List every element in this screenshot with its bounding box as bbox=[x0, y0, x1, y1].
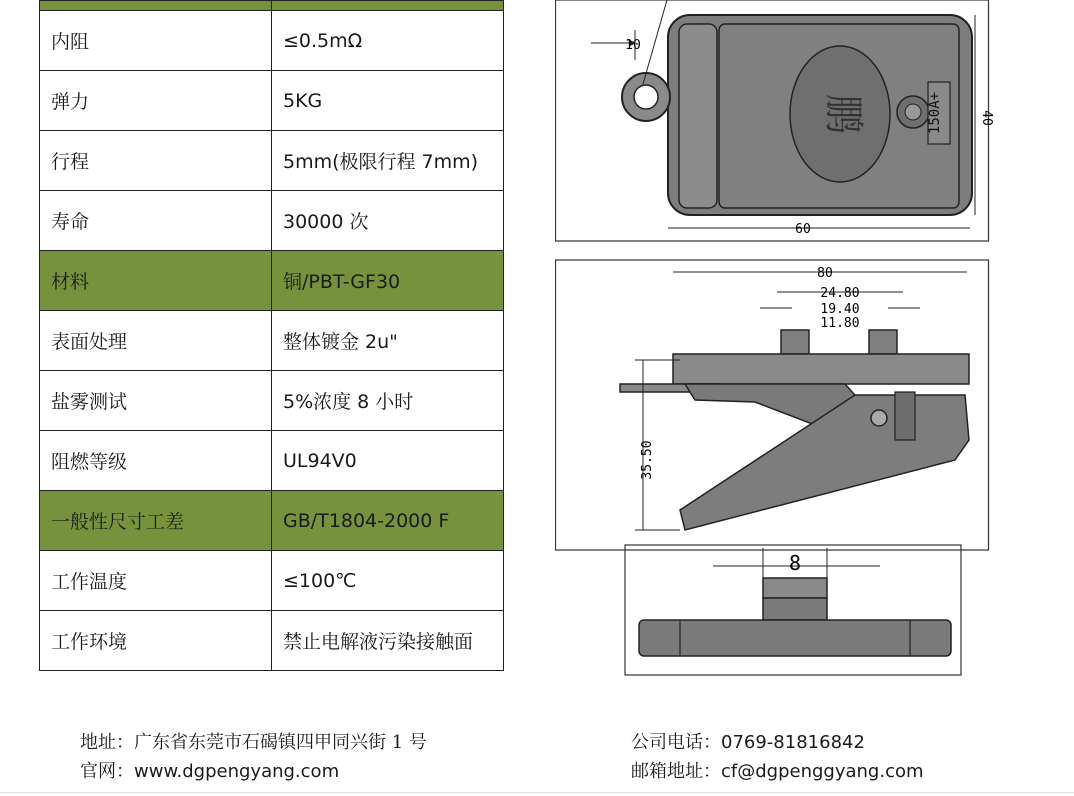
spec-table bbox=[39, 0, 504, 671]
footer-email bbox=[631, 757, 924, 783]
spec-value: 整体镀金 2u" bbox=[272, 311, 504, 371]
spec-key: 一般性尺寸工差 bbox=[40, 491, 272, 551]
spec-key: 行程 bbox=[40, 131, 272, 191]
spec-key: 寿命 bbox=[40, 191, 272, 251]
spec-row bbox=[40, 611, 504, 671]
spec-row bbox=[40, 371, 504, 431]
spec-key: 材料 bbox=[40, 251, 272, 311]
spec-key: 盐雾测试 bbox=[40, 371, 272, 431]
spec-key: 阻燃等级 bbox=[40, 431, 272, 491]
dim-24: 24.80 bbox=[820, 286, 860, 301]
dim-19: 19.40 bbox=[820, 302, 860, 317]
svg-text:鹏: 鹏 bbox=[820, 94, 866, 134]
spec-row bbox=[40, 11, 504, 71]
spec-key: 弹力 bbox=[40, 71, 272, 131]
dim-tab: 10 bbox=[625, 38, 641, 53]
spec-key: 工作环境 bbox=[40, 611, 272, 671]
address-label: 地址： bbox=[80, 732, 134, 753]
footer-phone bbox=[631, 728, 865, 754]
spec-value: GB/T1804-2000 F bbox=[272, 491, 504, 551]
page-bottom-divider bbox=[0, 792, 1074, 793]
dim-height: 40 bbox=[979, 110, 994, 126]
address-value: 广东省东莞市石碣镇四甲同兴街 1 号 bbox=[134, 732, 427, 753]
spec-value: 30000 次 bbox=[272, 191, 504, 251]
spec-row bbox=[40, 251, 504, 311]
spec-row bbox=[40, 551, 504, 611]
spec-key: 内阻 bbox=[40, 11, 272, 71]
spec-value: ≤100℃ bbox=[272, 551, 504, 611]
dim-8: 8 bbox=[788, 551, 802, 575]
spec-value: 铜/PBT-GF30 bbox=[272, 251, 504, 311]
technical-drawing bbox=[555, 0, 995, 680]
dim-width: 60 bbox=[795, 222, 811, 237]
email-link[interactable]: cf@dgpenggyang.com bbox=[721, 761, 924, 782]
spec-value: UL94V0 bbox=[272, 431, 504, 491]
email-label: 邮箱地址： bbox=[631, 761, 721, 782]
phone-value: 0769-81816842 bbox=[721, 732, 865, 753]
spec-row bbox=[40, 311, 504, 371]
footer-address bbox=[80, 728, 427, 754]
spec-row bbox=[40, 131, 504, 191]
spec-key: 表面处理 bbox=[40, 311, 272, 371]
footer-website bbox=[80, 757, 339, 783]
spec-key: 工作温度 bbox=[40, 551, 272, 611]
phone-label: 公司电话： bbox=[631, 732, 721, 753]
spec-row bbox=[40, 71, 504, 131]
dim-11: 11.80 bbox=[820, 316, 860, 331]
rating-label: 150A+ bbox=[927, 91, 943, 135]
spec-value: 禁止电解液污染接触面 bbox=[272, 611, 504, 671]
spec-row bbox=[40, 191, 504, 251]
dim-35: 35.50 bbox=[640, 440, 655, 480]
dim-80: 80 bbox=[817, 266, 833, 281]
side-view bbox=[556, 260, 989, 550]
spec-row bbox=[40, 491, 504, 551]
spec-value: 5KG bbox=[272, 71, 504, 131]
spec-row bbox=[40, 431, 504, 491]
website-link[interactable]: www.dgpengyang.com bbox=[134, 761, 340, 782]
spec-value: 5%浓度 8 小时 bbox=[272, 371, 504, 431]
website-label: 官网： bbox=[80, 761, 134, 782]
end-view bbox=[625, 545, 961, 675]
top-view bbox=[556, 0, 995, 241]
spec-value: 5mm(极限行程 7mm) bbox=[272, 131, 504, 191]
spec-value: ≤0.5mΩ bbox=[272, 11, 504, 71]
table-top-strip bbox=[40, 1, 504, 11]
